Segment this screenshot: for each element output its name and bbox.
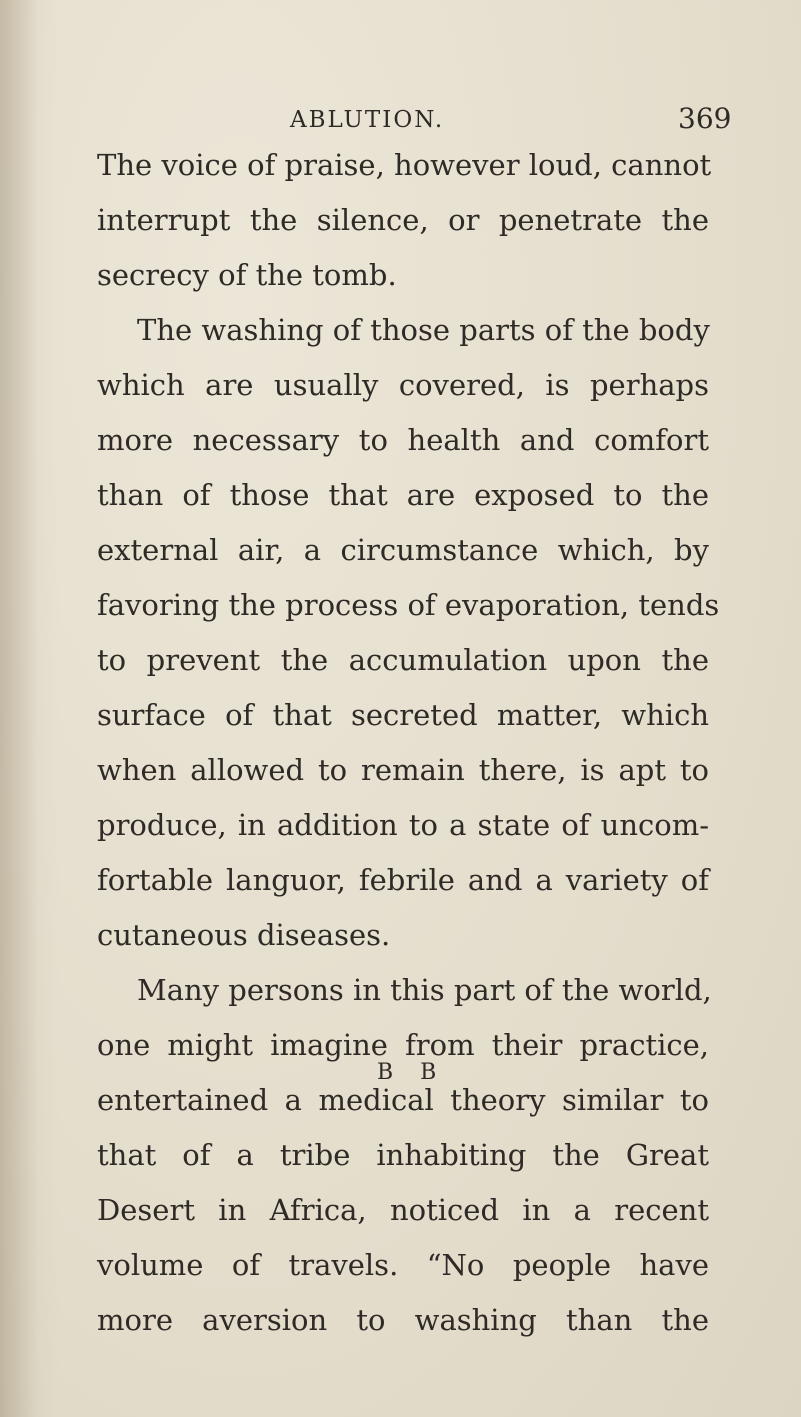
text-line: external air, a circumstance which, by bbox=[97, 533, 709, 567]
text-line: interrupt the silence, or penetrate the bbox=[97, 203, 709, 237]
text-line: more aversion to washing than the bbox=[97, 1303, 709, 1337]
running-title: ABLUTION. bbox=[290, 107, 445, 133]
text-line: favoring the process of evaporation, tends bbox=[97, 588, 720, 622]
text-line: surface of that secreted matter, which bbox=[97, 698, 709, 732]
text-line: The washing of those parts of the body bbox=[137, 313, 710, 347]
text-line: Desert in Africa, noticed in a recent bbox=[97, 1193, 709, 1227]
text-line: more necessary to health and comfort bbox=[97, 423, 709, 457]
text-line: to prevent the accumulation upon the bbox=[97, 643, 709, 677]
signature-mark: B B bbox=[377, 1060, 447, 1085]
text-line: than of those that are exposed to the bbox=[97, 478, 709, 512]
text-line: cutaneous diseases. bbox=[97, 918, 391, 952]
text-line: fortable languor, febrile and a variety of bbox=[97, 863, 709, 897]
page-edge-shadow bbox=[0, 0, 38, 1417]
text-line: The voice of praise, however loud, cannot bbox=[97, 148, 712, 182]
body-text bbox=[97, 138, 720, 1348]
page-number: 369 bbox=[678, 102, 732, 135]
text-line: produce, in addition to a state of uncom- bbox=[97, 808, 709, 842]
text-line: when allowed to remain there, is apt to bbox=[97, 753, 709, 787]
text-line: that of a tribe inhabiting the Great bbox=[97, 1138, 709, 1172]
text-line: Many persons in this part of the world, bbox=[137, 973, 712, 1007]
text-line: entertained a medical theory similar to bbox=[97, 1083, 709, 1117]
text-line: one might imagine from their practice, bbox=[97, 1028, 709, 1062]
running-head bbox=[0, 103, 801, 137]
text-line: volume of travels. “No people have bbox=[97, 1248, 709, 1282]
text-line: which are usually covered, is perhaps bbox=[97, 368, 709, 402]
text-line: secrecy of the tomb. bbox=[97, 258, 397, 292]
